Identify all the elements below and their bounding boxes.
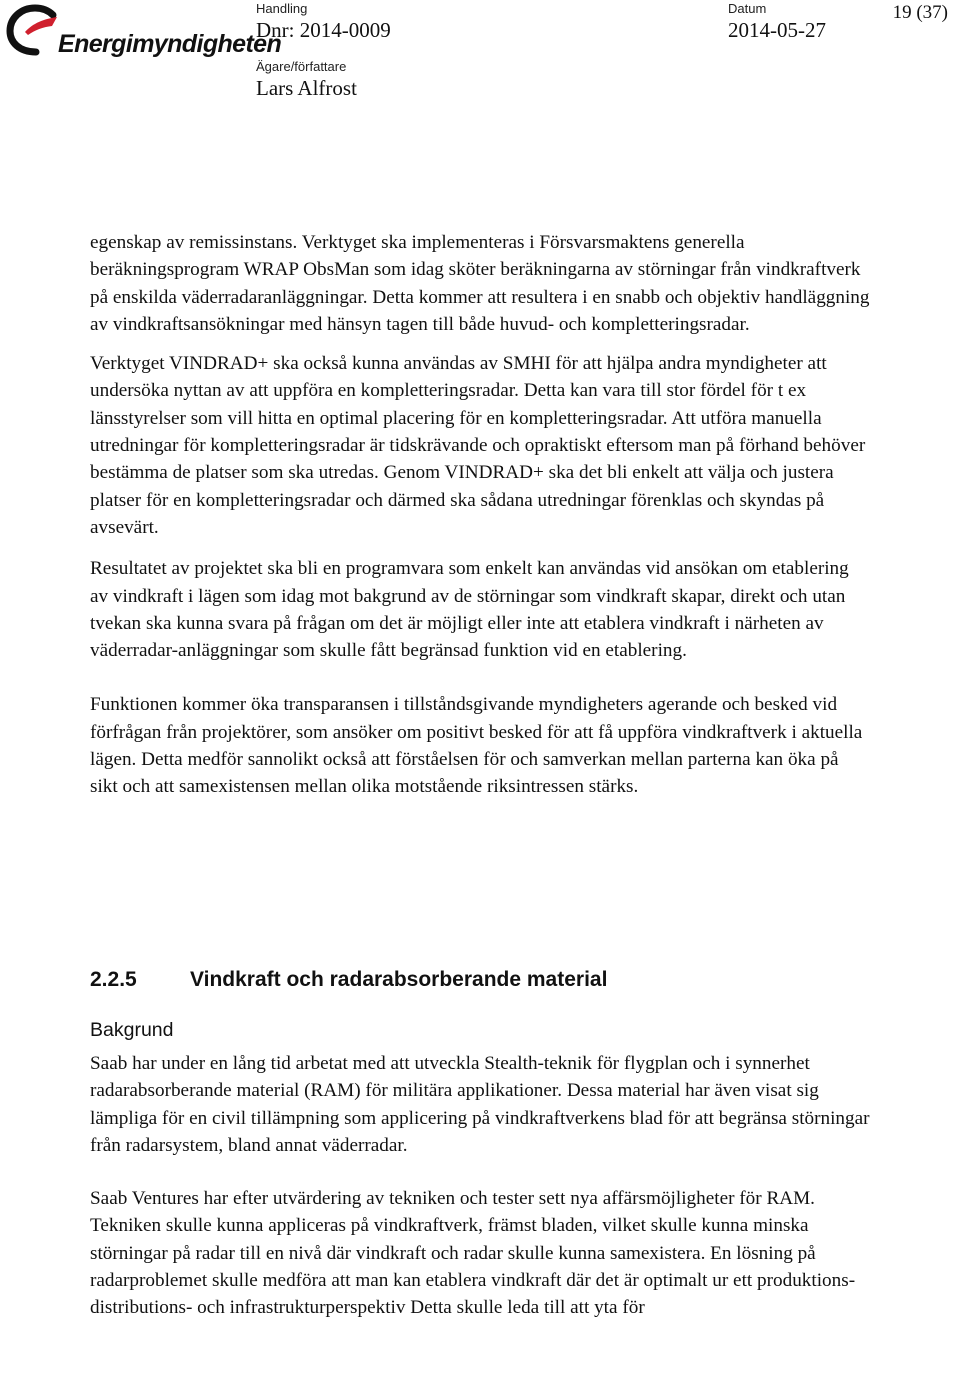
subheading: Bakgrund xyxy=(90,1019,174,1041)
section-heading xyxy=(90,968,607,992)
page-number: 19 (37) xyxy=(892,2,948,23)
datum-value: 2014-05-27 xyxy=(728,18,826,42)
paragraph: Resultatet av projektet ska bli en programvara som enkelt kan användas vid ansökan om etablering av vindkraft i lägen som idag mot bakgrund av de störningar som vindkraft skapar, direkt och utan tvekan ska kunna svara på frågan om det är möjligt eller inte att etablera vindkraft i närheten av väderradar-anläggningar som skulle fått begränsad funktion vid en etablering. xyxy=(90,558,849,662)
section-body-text xyxy=(90,1050,870,1322)
logo-wordmark: Energimyndigheten xyxy=(58,30,282,58)
section-title: Vindkraft och radarabsorberande material xyxy=(190,968,608,991)
owner-value: Lars Alfrost xyxy=(256,76,357,100)
paragraph: Funktionen kommer öka transparansen i tillståndsgivande myndigheters agerande och besked vid förfrågan från projektörer, som ansöker om positivt besked för att få uppföra vindkraftverk i aktuella lägen. Detta medför sannolikt också att förståelsen för och samverkan mellan parterna kan öka på sikt och att samexistensen mellan olika motstående riksintressen stärks. xyxy=(90,694,863,798)
handling-label: Handling xyxy=(256,1,308,16)
paragraph: egenskap av remissinstans. Verktyget ska implementeras i Försvarsmaktens generella beräkningsprogram WRAP ObsMan som idag sköter beräkningarna av störningar från vindkraftverk på enskilda väderradaranläggningar. Detta kommer att resultera i en snabb och objektiv handläggning av vindkraftsansökningar med hänsyn tagen till både huvud- och kompletteringsradar. xyxy=(90,232,870,335)
logo-swoosh-icon xyxy=(6,2,66,62)
energimyndigheten-logo xyxy=(6,2,282,62)
paragraph: Verktyget VINDRAD+ ska också kunna användas av SMHI för att hjälpa andra myndigheter att undersöka nyttan av att uppföra en kompletteringsradar. Detta kan vara till stor fördel för t ex länsstyrelser som vill hitta en optimal placering för en kompletteringsradar. Att utföra manuella utredningar för kompletteringsradar är tidskrävande och opraktiskt eftersom man på förhand behöver bestämma de platser som ska utredas. Genom VINDRAD+ ska det bli enkelt att välja och justera platser för en kompletteringsradar och därmed ska sådana utredningar förenklas och skyndas på avsevärt. xyxy=(90,353,866,538)
section-number: 2.2.5 xyxy=(90,968,137,991)
handling-value: Dnr: 2014-0009 xyxy=(256,18,391,42)
datum-label: Datum xyxy=(728,1,767,16)
paragraph: Saab Ventures har efter utvärdering av tekniken och tester sett nya affärsmöjligheter för RAM. Tekniken skulle kunna appliceras på vindkraftverk, främst bladen, vilket skulle kunna minska störningar på radar till en nivå där vindkraft och radar skulle kunna samexistera. En lösning på radarproblemet skulle medföra att man kan etablera vindkraft där det är optimalt ur ett produktions-distributions- och infrastrukturperspektiv Detta skulle leda till att yta för xyxy=(90,1188,856,1319)
owner-label: Ägare/författare xyxy=(256,59,347,74)
paragraph: Saab har under en lång tid arbetat med att utveckla Stealth-teknik för flygplan och i synnerhet radarabsorberande material (RAM) för militära applikationer. Dessa material har även visat sig lämpliga för en civil tillämpning som applicering på vindkraftverkens blad för att begränsa störningar från radarsystem, bland annat väderradar. xyxy=(90,1053,870,1156)
body-text xyxy=(90,229,870,801)
